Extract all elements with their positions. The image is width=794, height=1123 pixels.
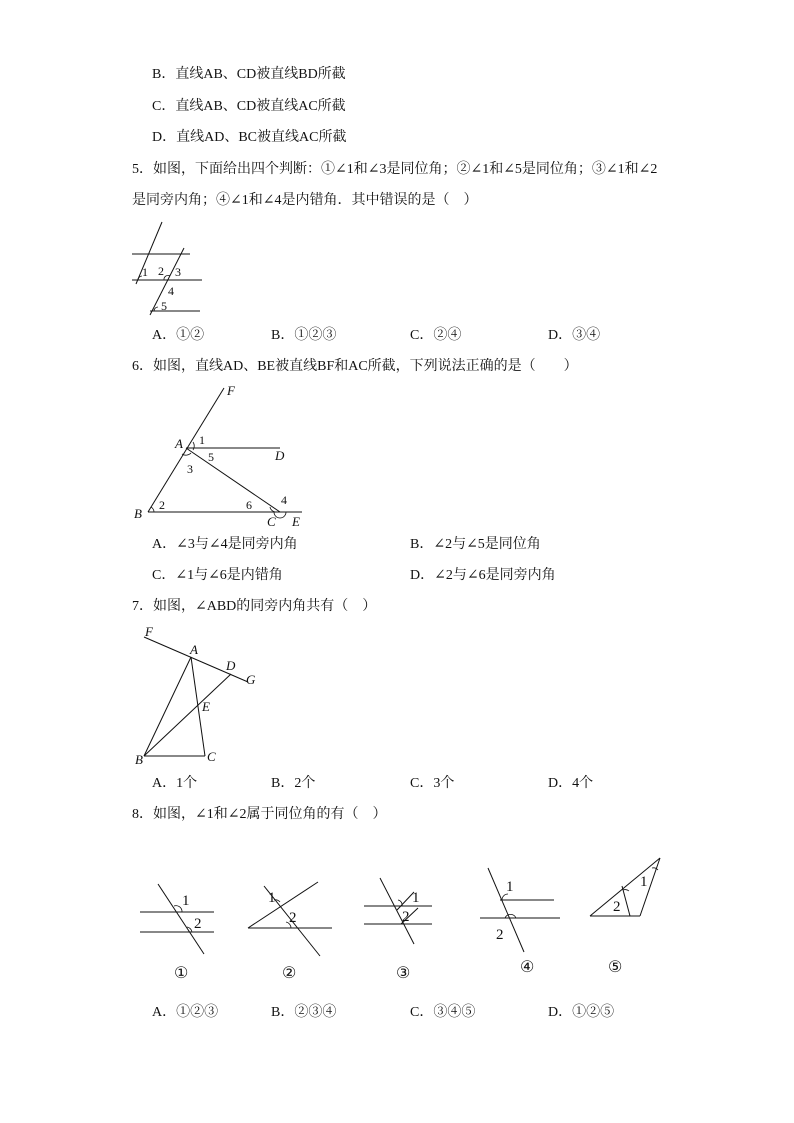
q6-option-c[interactable]: C．∠1与∠6是内错角 [152, 568, 283, 583]
q5-label-4: 4 [168, 284, 174, 298]
q5-label-5: 5 [161, 299, 167, 313]
q5-figure [128, 218, 208, 318]
q7-figure [134, 620, 274, 770]
q8-option-a[interactable]: A．①②③ [152, 1005, 219, 1020]
q8-figure-4 [478, 862, 568, 978]
q7-point-f: F [145, 624, 153, 639]
q6-angle-2: 2 [159, 498, 165, 512]
q6-point-e: E [292, 514, 300, 529]
q6-angle-4: 4 [281, 493, 287, 507]
q6-point-c: C [267, 514, 276, 529]
q8-fig3-angle-1: 1 [412, 890, 420, 906]
q7-point-d: D [226, 658, 236, 673]
q5-option-a[interactable]: A．①② [152, 328, 205, 343]
q6-angle-3: 3 [187, 462, 193, 476]
q7-option-a[interactable]: A．1个 [152, 776, 198, 791]
q8-fig4-angle-1: 1 [506, 879, 514, 895]
q8-fig4-caption: ④ [520, 959, 535, 976]
q8-option-d[interactable]: D．①②⑤ [548, 1005, 615, 1020]
q8-stem: 8．如图，∠1和∠2属于同位角的有（ ） [132, 807, 387, 822]
q8-fig1-caption: ① [174, 965, 189, 982]
q8-option-c[interactable]: C．③④⑤ [410, 1005, 476, 1020]
q8-fig5-caption: ⑤ [608, 959, 623, 976]
q4-option-b[interactable]: B．直线AB、CD被直线BD所截 [152, 67, 346, 82]
q8-fig2-angle-2: 2 [289, 910, 297, 926]
q7-point-b: B [135, 752, 143, 767]
q6-figure [130, 380, 320, 530]
q5-label-1: 1 [142, 265, 148, 279]
q4-option-d[interactable]: D．直线AD、BC被直线AC所截 [152, 130, 347, 145]
q5-option-b[interactable]: B．①②③ [271, 328, 337, 343]
q8-fig1-angle-2: 2 [194, 916, 202, 932]
q7-option-b[interactable]: B．2个 [271, 776, 316, 791]
q5-label-3: 3 [175, 265, 181, 279]
q8-figure-3 [362, 878, 442, 988]
q7-point-e: E [202, 699, 210, 714]
q4-option-c[interactable]: C．直线AB、CD被直线AC所截 [152, 99, 346, 114]
q6-point-b: B [134, 506, 142, 521]
q6-angle-6: 6 [246, 498, 252, 512]
q6-option-b[interactable]: B．∠2与∠5是同位角 [410, 537, 541, 552]
q8-figure-5 [586, 854, 666, 974]
q8-figure-1 [138, 878, 218, 988]
q7-stem: 7．如图，∠ABD的同旁内角共有（ ） [132, 599, 377, 614]
q8-option-b[interactable]: B．②③④ [271, 1005, 337, 1020]
q6-stem: 6．如图，直线AD、BE被直线BF和AC所截，下列说法正确的是（ ） [132, 359, 578, 374]
q5-stem-line2: 是同旁内角；④∠1和∠4是内错角．其中错误的是（ ） [132, 193, 478, 208]
q8-fig2-angle-1: 1 [268, 890, 276, 906]
q6-angle-5: 5 [208, 450, 214, 464]
q7-option-d[interactable]: D．4个 [548, 776, 594, 791]
q8-fig3-angle-2: 2 [402, 909, 410, 925]
q8-fig3-caption: ③ [396, 965, 411, 982]
q6-option-d[interactable]: D．∠2与∠6是同旁内角 [410, 568, 556, 583]
q6-point-d: D [275, 448, 285, 463]
q8-figure-2 [246, 878, 336, 988]
q6-point-f: F [227, 383, 235, 398]
q7-point-g: G [246, 672, 256, 687]
q5-option-d[interactable]: D．③④ [548, 328, 601, 343]
q5-option-c[interactable]: C．②④ [410, 328, 462, 343]
q5-label-2: 2 [158, 264, 164, 278]
q8-fig1-angle-1: 1 [182, 893, 190, 909]
q5-stem-line1: 5．如图，下面给出四个判断：①∠1和∠3是同位角；②∠1和∠5是同位角；③∠1和∠2 [132, 162, 658, 177]
q6-angle-1: 1 [199, 433, 205, 447]
q8-fig5-angle-1: 1 [640, 874, 648, 890]
q7-point-a: A [190, 642, 198, 657]
q6-option-a[interactable]: A．∠3与∠4是同旁内角 [152, 537, 298, 552]
q6-point-a: A [175, 436, 183, 451]
q8-fig4-angle-2: 2 [496, 927, 504, 943]
q8-fig5-angle-2: 2 [613, 899, 621, 915]
q7-option-c[interactable]: C．3个 [410, 776, 455, 791]
q7-point-c: C [207, 749, 216, 764]
q8-fig2-caption: ② [282, 965, 297, 982]
